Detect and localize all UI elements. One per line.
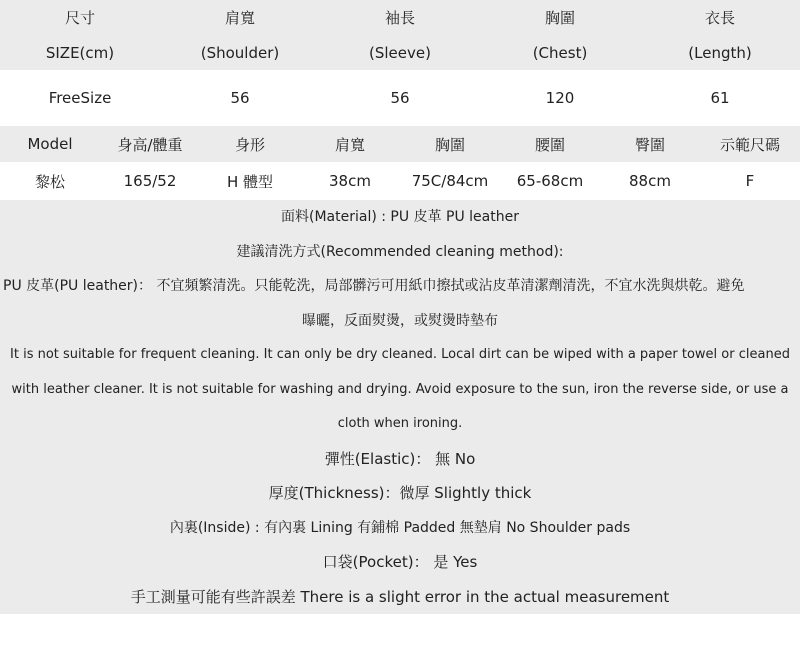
size-cell-length: 61	[710, 89, 730, 107]
pocket-text: 口袋(Pocket)： 是 Yes	[322, 553, 478, 571]
model-cell-waist: 65-68cm	[516, 172, 584, 190]
header-label-en: (Shoulder)	[200, 44, 280, 62]
elastic-text: 彈性(Elastic)： 無 No	[324, 449, 476, 468]
model-cell-hip: 88cm	[629, 172, 671, 190]
inside-text: 內裏(Inside) : 有內裏 Lining 有鋪棉 Padded 無墊肩 No Shoulder pads	[169, 519, 631, 536]
size-table-header	[0, 0, 800, 70]
size-header-shoulder	[160, 0, 320, 70]
model-table-row	[0, 162, 800, 200]
model-table-header	[0, 126, 800, 162]
model-cell-name: 黎松	[34, 172, 65, 191]
cleaning-zh-line-1: PU 皮革(PU leather)： 不宜頻繁清洗。只能乾洗，局部髒污可用紙巾擦拭或沾皮革清潔劑清洗，不宜水洗與烘乾。避免	[3, 278, 745, 294]
model-cell-shoulder: 38cm	[329, 172, 371, 190]
cleaning-en-line-1: It is not suitable for frequent cleaning. It can only be dry cleaned. Local dirt can be wiped with a paper towel or cleaned	[10, 347, 790, 362]
size-cell-size: FreeSize	[48, 89, 112, 107]
cleaning-title: 建議清洗方式(Recommended cleaning method):	[236, 243, 564, 260]
header-label-zh: 胸圍	[544, 9, 575, 27]
header-label-zh: 袖長	[384, 9, 415, 27]
measurement-error-note: 手工測量可能有些許誤差 There is a slight error in the actual measurement	[130, 587, 670, 606]
model-header-chest: 胸圍	[434, 135, 465, 154]
model-cell-chest: 75C/84cm	[411, 172, 489, 190]
header-label-en: (Length)	[688, 44, 752, 62]
header-label-zh: 肩寬	[224, 9, 255, 27]
header-label-en: (Sleeve)	[369, 44, 431, 62]
header-label-zh: 尺寸	[64, 9, 95, 27]
size-table	[0, 0, 800, 126]
model-cell-demo-size: F	[745, 172, 755, 190]
cleaning-en-line-2: with leather cleaner. It is not suitable for washing and drying. Avoid exposure to the sun, iron the reverse side, or use a	[11, 381, 789, 397]
thickness-text: 厚度(Thickness)：微厚 Slightly thick	[268, 484, 532, 502]
model-header-hip: 臀圍	[634, 135, 665, 154]
header-label-en: SIZE(cm)	[45, 44, 115, 62]
size-header-length	[640, 0, 800, 70]
header-label-en: (Chest)	[532, 44, 588, 62]
material-text: 面料(Material) : PU 皮革 PU leather	[281, 209, 519, 225]
model-table	[0, 126, 800, 200]
model-header-model: Model	[27, 135, 73, 153]
size-header-sleeve	[320, 0, 480, 70]
model-header-demo-size: 示範尺碼	[719, 135, 780, 154]
product-details-section	[0, 200, 800, 614]
cleaning-zh-line-2: 曝曬，反面熨燙，或熨燙時墊布	[302, 312, 498, 329]
size-header-size	[0, 0, 160, 70]
model-header-body-type: 身形	[234, 135, 265, 154]
size-cell-shoulder: 56	[230, 89, 250, 107]
model-header-waist: 腰圍	[534, 135, 565, 154]
size-header-chest	[480, 0, 640, 70]
size-cell-sleeve: 56	[390, 89, 410, 107]
header-label-zh: 衣長	[704, 9, 735, 27]
size-cell-chest: 120	[545, 89, 575, 107]
model-header-height-weight: 身高/體重	[117, 135, 183, 154]
model-cell-height-weight: 165/52	[123, 172, 177, 190]
model-cell-body-type: H 體型	[226, 172, 274, 191]
size-table-row	[0, 70, 800, 126]
cleaning-en-line-3: cloth when ironing.	[337, 416, 463, 431]
model-header-shoulder: 肩寬	[334, 135, 365, 154]
